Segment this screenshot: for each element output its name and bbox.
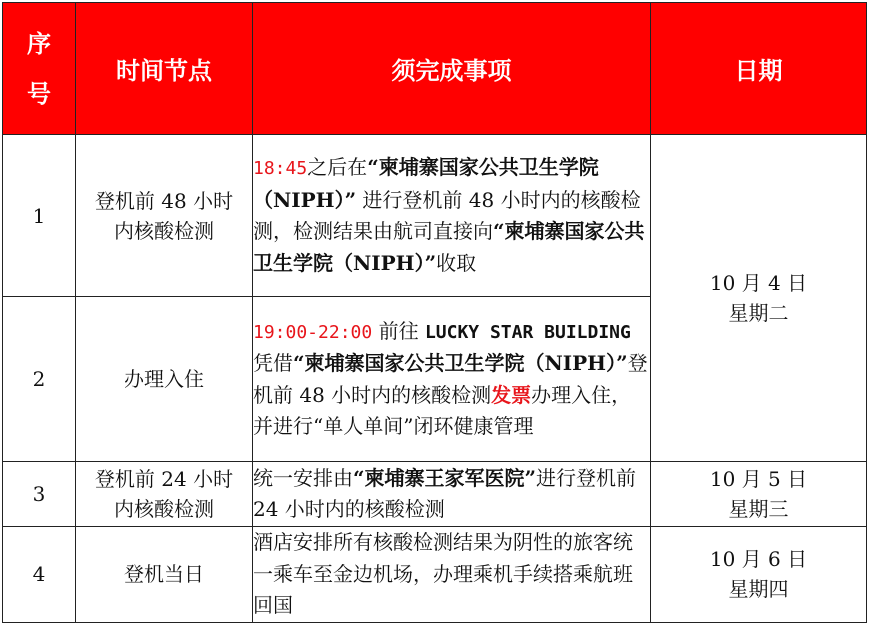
institution-name: “柬埔寨国家公共卫生学院（NIPH）” bbox=[293, 351, 628, 375]
header-row bbox=[3, 3, 867, 135]
header-task: 须完成事项 bbox=[253, 3, 651, 135]
row-seq: 1 bbox=[3, 135, 76, 297]
row-task: 18:45之后在“柬埔寨国家公共卫生学院（NIPH）” 进行登机前 48 小时内的核酸检测，检测结果由航司直接向“柬埔寨国家公共卫生学院（NIPH）”收取 bbox=[253, 135, 651, 297]
header-seq: 序 号 bbox=[3, 3, 76, 135]
institution-name: “柬埔寨国家公共卫生学院（NIPH）” bbox=[253, 219, 645, 275]
table-row bbox=[3, 462, 867, 527]
row-date: 10 月 4 日 星期二 bbox=[651, 135, 867, 462]
row-stage: 登机当日 bbox=[76, 527, 253, 623]
row-stage: 登机前 48 小时 内核酸检测 bbox=[76, 135, 253, 297]
row-task: 统一安排由“柬埔寨王家军医院”进行登机前 24 小时内的核酸检测 bbox=[253, 462, 651, 527]
row-task: 酒店安排所有核酸检测结果为阴性的旅客统一乘车至金边机场，办理乘机手续搭乘航班回国 bbox=[253, 527, 651, 623]
row-seq: 3 bbox=[3, 462, 76, 527]
row-date: 10 月 6 日 星期四 bbox=[651, 527, 867, 623]
institution-name: “柬埔寨王家军医院” bbox=[353, 465, 537, 490]
time-highlight: 19:00-22:00 bbox=[253, 321, 373, 343]
schedule-table bbox=[2, 2, 867, 623]
row-seq: 2 bbox=[3, 297, 76, 462]
header-stage: 时间节点 bbox=[76, 3, 253, 135]
row-stage: 登机前 24 小时 内核酸检测 bbox=[76, 462, 253, 527]
invoice-highlight: 发票 bbox=[491, 382, 532, 407]
institution-name: “柬埔寨国家公共卫生学院（NIPH）” bbox=[253, 155, 599, 212]
row-seq: 4 bbox=[3, 527, 76, 623]
table-row bbox=[3, 527, 867, 623]
time-highlight: 18:45 bbox=[253, 158, 308, 179]
row-task: 19:00-22:00 前往 LUCKY STAR BUILDING 凭借“柬埔寨国家公共卫生学院（NIPH）”登机前 48 小时内的核酸检测发票办理入住，并进行“单人单间”闭环健康管理 bbox=[253, 297, 651, 462]
building-name: LUCKY STAR BUILDING bbox=[424, 321, 631, 343]
table-row bbox=[3, 135, 867, 297]
header-date: 日期 bbox=[651, 3, 867, 135]
row-stage: 办理入住 bbox=[76, 297, 253, 462]
row-date: 10 月 5 日 星期三 bbox=[651, 462, 867, 527]
